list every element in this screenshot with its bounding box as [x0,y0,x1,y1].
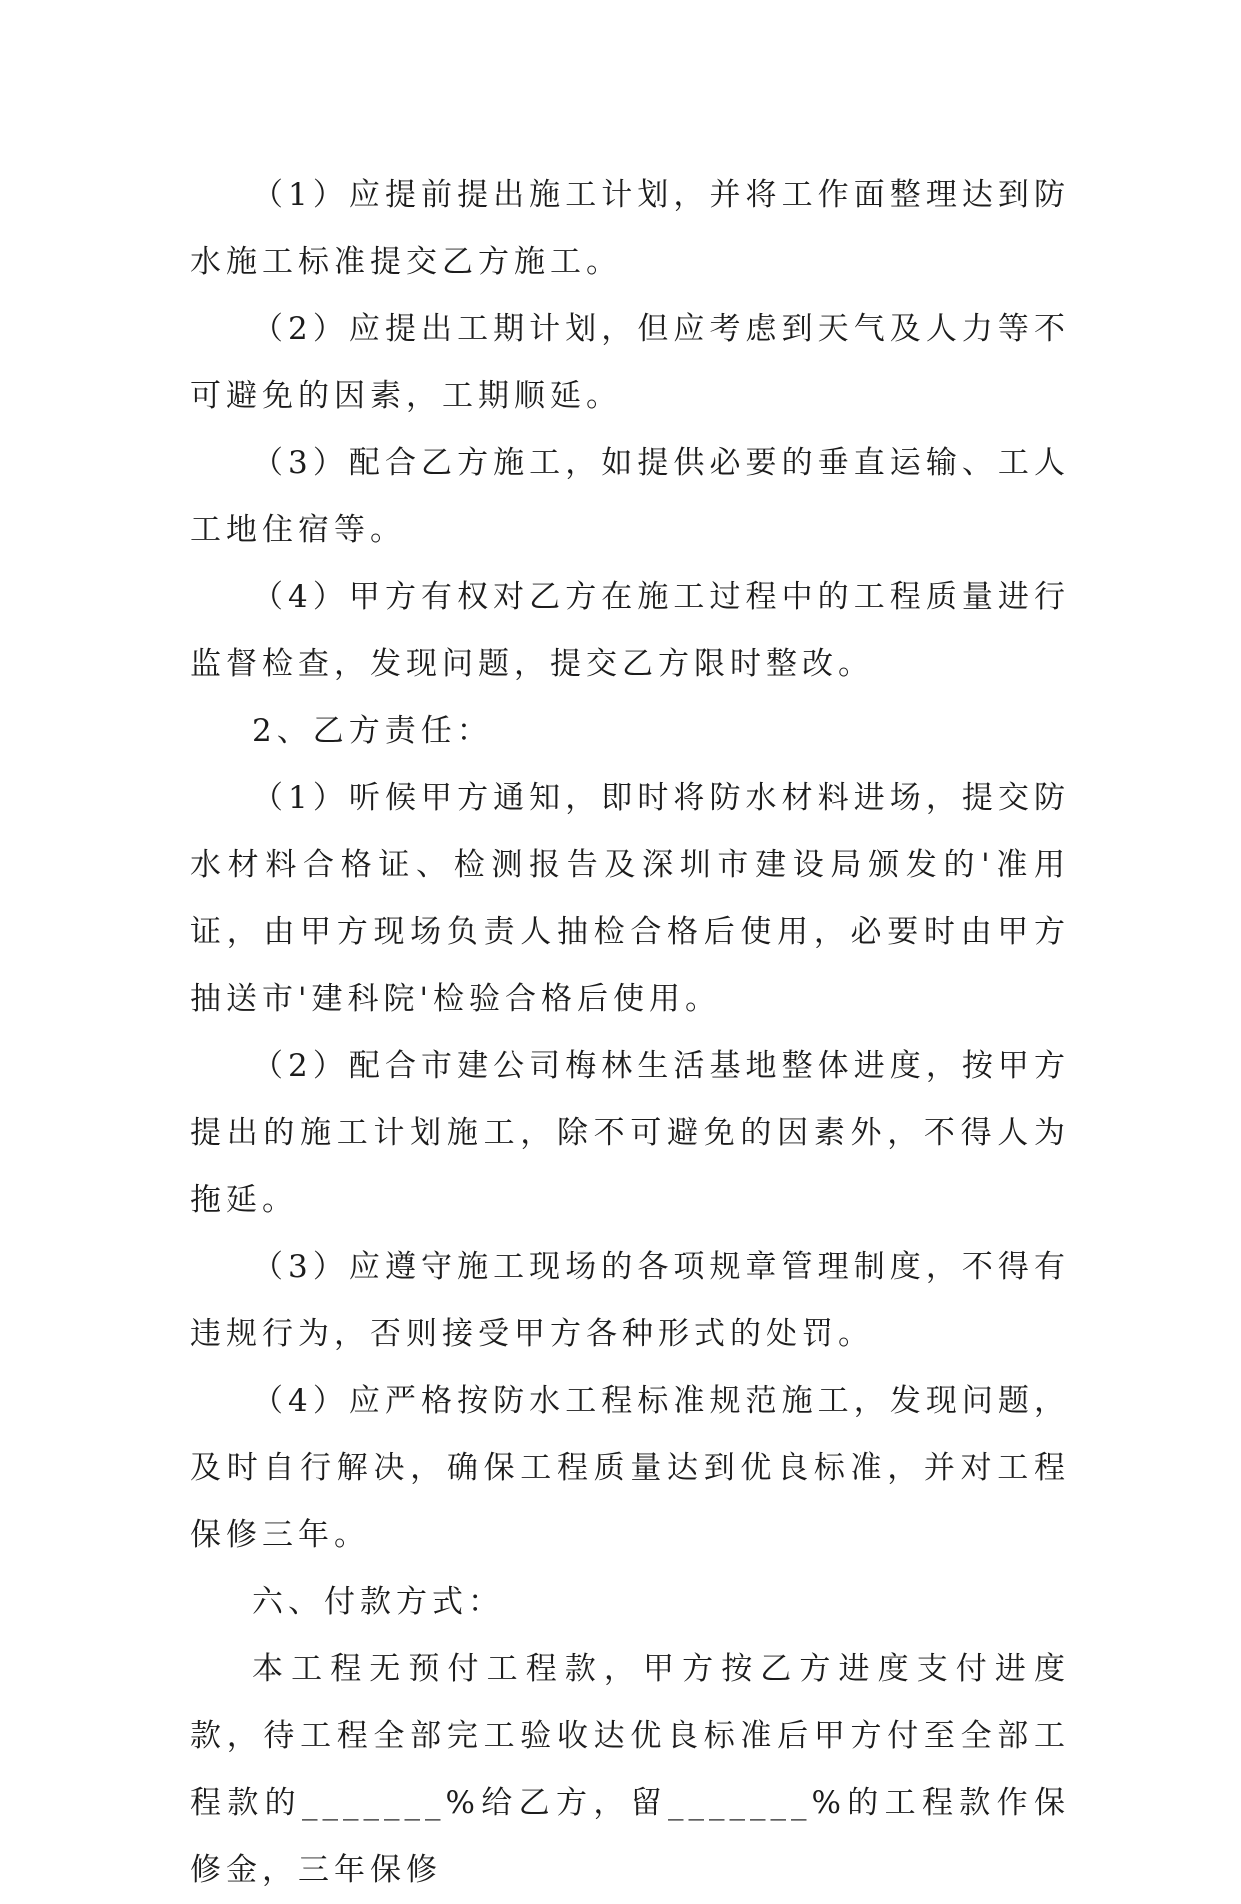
paragraph-party-a-duty-1: （1）应提前提出施工计划，并将工作面整理达到防水施工标准提交乙方施工。 [190,177,1070,280]
paragraph-party-b-duty-2: （2）配合市建公司梅林生活基地整体进度，按甲方提出的施工计划施工，除不可避免的因素外，不得人为拖延。 [190,1048,1070,1218]
paragraph-party-b-duty-3: （3）应遵守施工现场的各项规章管理制度，不得有违规行为，否则接受甲方各种形式的处罚。 [190,1249,1070,1352]
paragraph-party-a-duty-4: （4）甲方有权对乙方在施工过程中的工程质量进行监督检查，发现问题，提交乙方限时整改。 [190,579,1070,682]
heading-party-b-responsibility: 2、乙方责任： [252,713,493,749]
paragraph-party-a-duty-2: （2）应提出工期计划，但应考虑到天气及人力等不可避免的因素，工期顺延。 [190,311,1070,414]
paragraph-party-b-duty-1: （1）听候甲方通知，即时将防水材料进场，提交防水材料合格证、检测报告及深圳市建设局颁发的'准用证，由甲方现场负责人抽检合格后使用，必要时由甲方抽送市'建科院'检验合格后使用。 [190,780,1070,1017]
document-body [190,162,1070,1904]
paragraph-party-b-duty-4: （4）应严格按防水工程标准规范施工，发现问题，及时自行解决，确保工程质量达到优良标准，并对工程保修三年。 [190,1383,1070,1553]
paragraph-party-a-duty-3: （3）配合乙方施工，如提供必要的垂直运输、工人工地住宿等。 [190,445,1070,548]
paragraph-payment-terms: 本工程无预付工程款，甲方按乙方进度支付进度款，待工程全部完工验收达优良标准后甲方付至全部工程款的_______%给乙方，留_______%的工程款作保修金，三年保修 [190,1651,1070,1888]
heading-payment-method: 六、付款方式： [252,1584,504,1620]
